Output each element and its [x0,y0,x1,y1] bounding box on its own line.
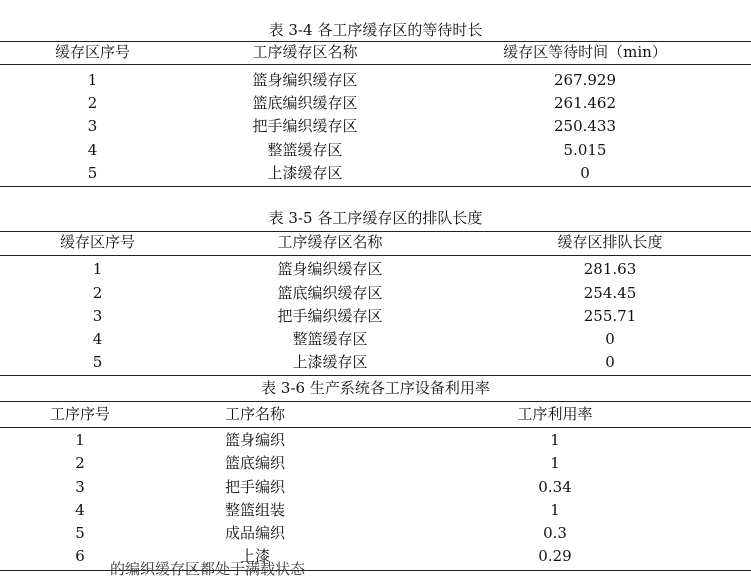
table-row [0,92,751,115]
table-cell: 3 [87,117,98,135]
header-cell: 缓存区序号 [59,233,135,251]
table-cell: 3 [92,307,103,325]
table-cell: 把手编织 [224,478,285,496]
table-row [0,429,751,452]
header-cell: 工序序号 [49,405,110,423]
table-row [0,258,751,281]
table-cell: 1 [550,501,560,519]
header-cell: 缓存区等待时间（min） [503,43,667,61]
header-cell: 工序缓存区名称 [277,233,383,251]
table-cell: 1 [75,431,85,449]
table-cell: 0.3 [543,524,567,542]
table-cell: 把手编织缓存区 [277,307,383,325]
table-3-4-title: 表 3-4 各工序缓存区的等待时长 [268,21,483,39]
table-cell: 整篮组装 [224,501,285,519]
table-cell: 0 [580,164,590,182]
table-row [0,305,751,328]
table-cell: 261.462 [553,94,617,112]
table-3-6-header-row [0,403,751,426]
table-cell: 0.34 [538,478,572,496]
table-cell: 整篮缓存区 [292,330,368,348]
header-cell: 工序名称 [224,405,285,423]
header-cell: 缓存区排队长度 [557,233,663,251]
table-cell: 3 [75,478,85,496]
table-row [0,115,751,138]
table-cell: 4 [92,330,103,348]
table-cell: 0.29 [538,547,572,565]
table-cell: 篮底编织缓存区 [277,284,383,302]
table-cell: 成品编织 [224,524,285,542]
table-cell: 5 [75,524,85,542]
table-cell: 0 [605,353,615,371]
table-row [0,139,751,162]
table-3-4-header-row [0,41,751,64]
table-row [0,328,751,351]
table-cell: 篮身编织 [224,431,285,449]
table-cell: 上漆缓存区 [267,164,343,182]
table-cell: 281.63 [583,260,637,278]
header-cell: 缓存区序号 [54,43,130,61]
table-3-6-top-rule [0,401,751,402]
table-row [0,499,751,522]
table-row [0,452,751,475]
table-cell: 2 [87,94,98,112]
table-cell: 上漆缓存区 [292,353,368,371]
table-3-5-bottom-rule [0,375,751,376]
table-row [0,351,751,374]
header-cell: 工序利用率 [517,405,593,423]
table-row [0,282,751,305]
table-cell: 250.433 [553,117,617,135]
table-cell: 2 [92,284,103,302]
table-3-6-title: 表 3-6 生产系统各工序设备利用率 [261,379,490,397]
table-3-5-header-row [0,231,751,254]
cut-off-text: 的编织缓存区都处于满载状态 [110,560,306,578]
table-cell: 4 [75,501,85,519]
table-3-4-bottom-rule [0,186,751,187]
table-row [0,476,751,499]
table-cell: 6 [75,547,85,565]
table-cell: 整篮缓存区 [267,141,343,159]
table-cell: 1 [550,431,560,449]
table-cell: 5 [87,164,98,182]
table-cell: 2 [75,454,85,472]
table-cell: 篮底编织 [224,454,285,472]
table-row [0,69,751,92]
table-cell: 5.015 [563,141,607,159]
header-cell: 工序缓存区名称 [252,43,358,61]
table-3-5-title: 表 3-5 各工序缓存区的排队长度 [268,209,483,227]
table-row [0,162,751,185]
table-cell: 0 [605,330,615,348]
table-cell: 4 [87,141,98,159]
table-cell: 1 [92,260,103,278]
table-cell: 255.71 [583,307,637,325]
table-cell: 254.45 [583,284,637,302]
table-cell: 1 [87,71,98,89]
table-3-5-header-rule [0,255,751,256]
table-cell: 篮身编织缓存区 [252,71,358,89]
table-cell: 篮身编织缓存区 [277,260,383,278]
table-cell: 5 [92,353,103,371]
table-cell: 把手编织缓存区 [252,117,358,135]
cut-off-paragraph-text [110,560,310,579]
table-cell: 上漆 [239,547,270,565]
table-cell: 篮底编织缓存区 [252,94,358,112]
table-3-4-header-rule [0,64,751,65]
table-3-6-header-rule [0,427,751,428]
table-row [0,522,751,545]
table-cell: 1 [550,454,560,472]
table-cell: 267.929 [553,71,617,89]
